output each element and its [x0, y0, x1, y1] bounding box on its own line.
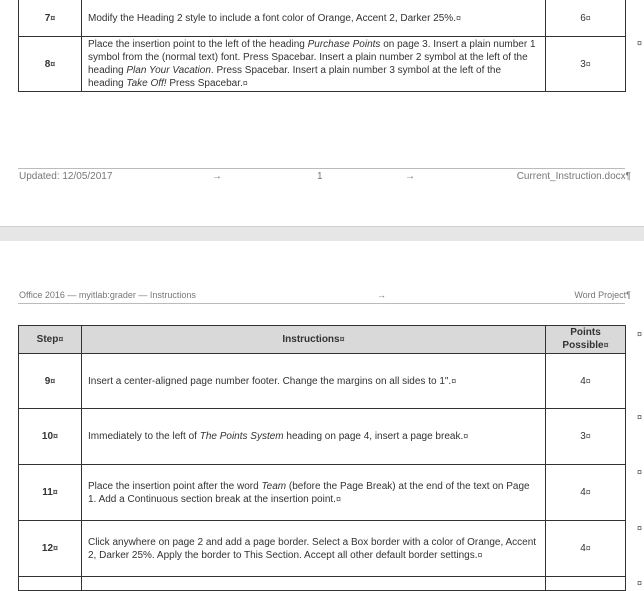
- instruction-text: Immediately to the left of The Points System heading on page 4, insert a page break.¤: [82, 409, 546, 465]
- text-run: Immediately to the left of: [88, 431, 200, 442]
- page-footer: [18, 171, 631, 185]
- step-number: 7¤: [19, 0, 82, 37]
- italic-text-run: Purchase Points: [307, 39, 381, 50]
- tab-arrow-icon: →: [377, 290, 386, 300]
- points-value: 4¤: [546, 521, 626, 577]
- text-run: Insert a center-aligned page number footer. Change the margins on all sides to 1".: [88, 375, 452, 387]
- instruction-text: Insert a center-aligned page number footer. Change the margins on all sides to 1".¤: [82, 354, 546, 409]
- page-gap: [0, 226, 644, 242]
- column-header-instructions: Instructions¤: [82, 326, 546, 354]
- header-title: Office 2016 — myitlab:grader — Instructions: [19, 290, 196, 300]
- column-header-step: Step¤: [19, 326, 82, 354]
- instruction-text: Place the insertion point to the left of the heading Purchase Points on page 3. Insert a plain number 1 symbol from the (normal text) font. Press Spacebar. Insert a plain number 2 symbol at the left of the heading Plan Your Vacation. Press Spacebar. Insert a plain number 3 symbol at the left of the heading Take Off! Press Spacebar.¤: [82, 37, 546, 92]
- document-page-2: [0, 241, 644, 588]
- text-run: heading on page 4, insert a page break.: [283, 431, 464, 442]
- table-row: [19, 354, 626, 409]
- table-row: [19, 37, 626, 92]
- italic-text-run: Team: [261, 480, 287, 492]
- document-page-1: [0, 0, 644, 226]
- tab-arrow-icon: →: [405, 171, 415, 182]
- end-of-row-marker: ¤: [636, 412, 642, 422]
- footer-updated-date: Updated: 12/05/2017: [19, 171, 113, 182]
- text-run: Place the insertion point after the word: [88, 480, 262, 492]
- page-header: [18, 289, 631, 303]
- end-of-row-marker: ¤: [636, 523, 642, 533]
- instructions-table-page-2: [18, 325, 626, 591]
- step-number: 9¤: [19, 354, 82, 409]
- instruction-text: Click anywhere on page 2 and add a page border. Select a Box border with a color of Orange, Accent 2, Darker 25%. Apply the border to This Section. Accept all other default border settings.¤: [82, 521, 546, 577]
- text-run: . Press Spacebar. Insert a plain number 3 symbol at the left of the heading: [88, 65, 502, 89]
- points-value: 3¤: [546, 409, 626, 465]
- points-value: 4¤: [546, 465, 626, 521]
- text-run: Click anywhere on page 2 and add a page border. Select a Box border with a color of Orange, Accent 2, Darker 25%. Apply the border to This Section. Accept all other default border settings.: [88, 536, 537, 561]
- table-row: [19, 521, 626, 577]
- italic-text-run: Take Off!: [126, 78, 167, 89]
- instruction-text: Modify the Heading 2 style to include a font color of Orange, Accent 2, Darker 25%.¤: [82, 0, 546, 37]
- tab-arrow-icon: →: [212, 171, 222, 182]
- end-of-row-marker: ¤: [636, 578, 642, 588]
- instruction-text: Place the insertion point after the word Team (before the Page Break) at the end of the text on Page 1. Add a Continuous section break at the insertion point.¤: [82, 465, 546, 521]
- footer-rule: [18, 168, 625, 169]
- step-number: 11¤: [19, 465, 82, 521]
- italic-text-run: The Points System: [199, 431, 284, 442]
- italic-text-run: Plan Your Vacation: [126, 65, 211, 76]
- table-row: [19, 409, 626, 465]
- table-row: [19, 465, 626, 521]
- header-project-name: Word Project¶: [574, 290, 631, 300]
- points-value: 6¤: [546, 0, 626, 37]
- text-run: Place the insertion point to the left of the heading: [88, 39, 308, 50]
- header-rule: [18, 303, 625, 304]
- footer-filename: Current_Instruction.docx¶: [516, 171, 631, 182]
- table-row: [19, 577, 626, 591]
- points-value: 4¤: [546, 354, 626, 409]
- table-row: [19, 0, 626, 37]
- text-run: on page 3. Insert a plain number 1 symbol from the (normal text) font. Press Spacebar. Insert a plain number 2 symbol at the left of the heading: [88, 39, 536, 76]
- end-of-row-marker: ¤: [636, 467, 642, 477]
- instructions-table-page-1: [18, 0, 626, 92]
- text-run: (before the Page Break) at the end of the text on Page 1. Add a Continuous section break at the insertion point.: [88, 480, 530, 505]
- table-header-row: [19, 326, 626, 354]
- step-number: 8¤: [19, 37, 82, 92]
- step-number: 12¤: [19, 521, 82, 577]
- end-of-row-marker: ¤: [636, 329, 642, 339]
- step-number: 10¤: [19, 409, 82, 465]
- footer-page-number: 1: [317, 171, 323, 182]
- text-run: Press Spacebar.: [166, 78, 243, 89]
- end-of-row-marker: ¤: [636, 38, 642, 48]
- column-header-points: Points Possible¤: [546, 326, 626, 354]
- points-value: 3¤: [546, 37, 626, 92]
